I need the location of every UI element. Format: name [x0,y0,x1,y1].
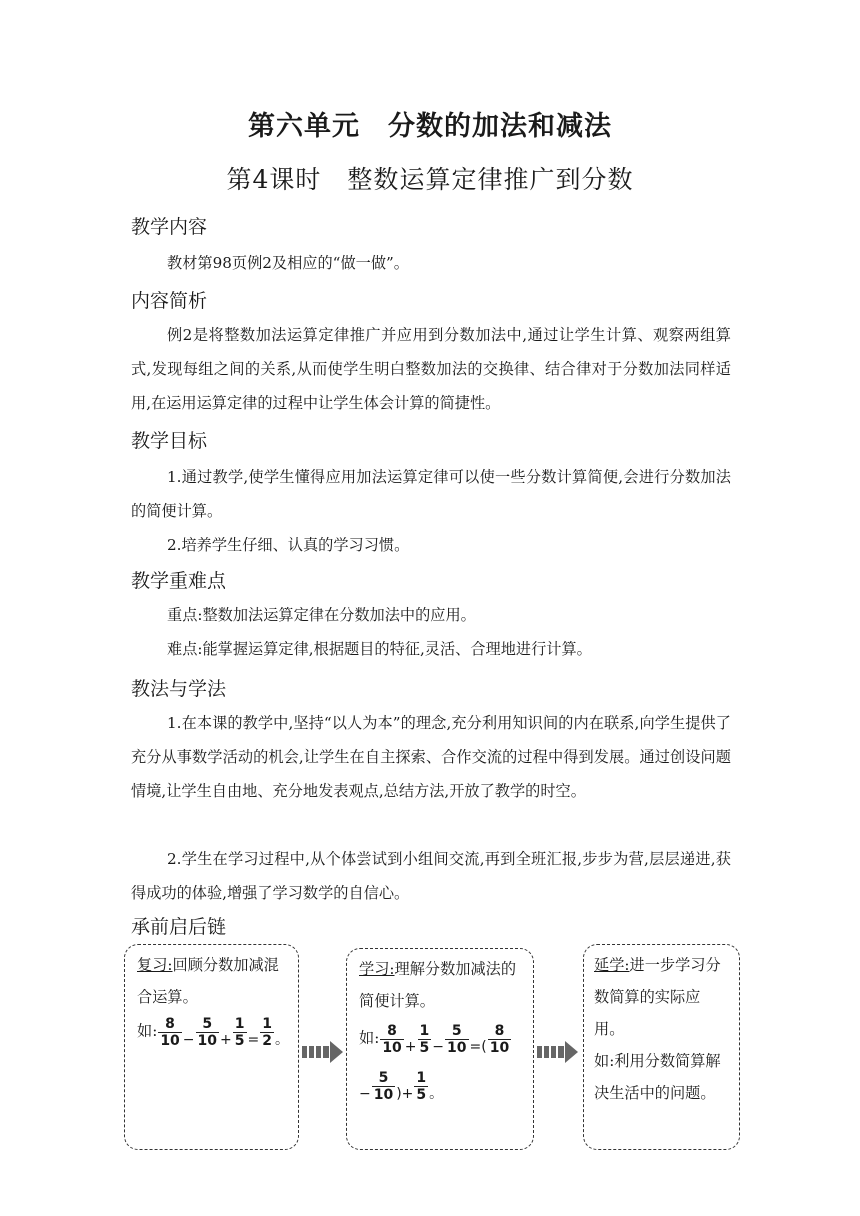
operator: − [432,1039,445,1055]
analysis-text: 例2是将整数加法运算定律推广并应用到分数加法中,通过让学生计算、观察两组算式,发现每组之间的关系,从而使学生明白整数加法的交换律、结合律对于分数加法同样适用,在运用运算定律的过程中让学生体会计算的简捷性。 [131,326,731,412]
review-example-prefix: 如: [137,1022,158,1040]
extend-text: 进一步学习分数简算的实际应用。 [594,956,721,1038]
operator: =( [469,1039,487,1055]
operator: )+ [396,1086,414,1102]
heading-goals: 教学目标 [131,430,208,452]
heading-analysis: 内容简析 [131,290,208,312]
heading-methods: 教法与学法 [131,678,227,700]
fraction: $\frac{1}{5}$ [234,1015,245,1049]
period: 。 [429,1086,444,1102]
arrow-right-icon [302,1040,344,1064]
operator: = [247,1032,260,1048]
learn-text: 理解分数加减法的简便计算。 [359,960,516,1010]
review-box [124,944,299,1150]
content-text: 教材第98页例2及相应的“做一做”。 [167,254,409,272]
fraction: $\frac{1}{2}$ [262,1015,272,1049]
operator: − [359,1086,371,1102]
fraction: $\frac{8}{10}$ [382,1022,402,1056]
goal-item-1: 1.通过教学,使学生懂得应用加法运算定律可以使一些分数计算简便,会进行分数加法的简便计算。 [131,468,731,520]
arrow-right-icon [537,1040,579,1064]
learn-box [346,948,534,1150]
extend-box [583,944,740,1150]
key-point: 重点:整数加法运算定律在分数加法中的应用。 [167,606,476,624]
operator: + [404,1039,417,1055]
heading-keypoints: 教学重难点 [131,570,227,592]
unit-title: 第六单元 分数的加法和减法 [248,111,612,142]
learn-example [347,1017,533,1113]
extend-example: 如:利用分数简算解决生活中的问题。 [594,1052,721,1102]
learn-label: 学习: [359,960,395,978]
goal-item-2: 2.培养学生仔细、认真的学习习惯。 [167,536,410,554]
fraction: $\frac{8}{10}$ [160,1015,180,1049]
method-item-1: 1.在本课的教学中,坚持“以人为本”的理念,充分利用知识间的内在联系,向学生提供了充分从事数学活动的机会,让学生在自主探索、合作交流的过程中得到发展。通过创设问题情境,让学生自由地、充分地发表观点,总结方法,开放了教学的时空。 [131,714,731,800]
learn-example-prefix: 如: [359,1029,380,1047]
fraction: $\frac{1}{5}$ [419,1022,430,1056]
lesson-title: 第4课时 整数运算定律推广到分数 [226,165,634,194]
extend-label: 延学: [594,956,630,974]
review-example [125,1013,298,1056]
fraction: $\frac{8}{10}$ [489,1022,510,1056]
difficulty-point: 难点:能掌握运算定律,根据题目的特征,灵活、合理地进行计算。 [167,640,592,658]
fraction: $\frac{5}{10}$ [447,1022,467,1056]
operator: − [182,1032,195,1048]
fraction: $\frac{5}{10}$ [197,1015,218,1049]
review-text: 回顾分数加减混合运算。 [137,956,279,1006]
fraction: $\frac{5}{10}$ [373,1069,394,1103]
method-item-2: 2.学生在学习过程中,从个体尝试到小组间交流,再到全班汇报,步步为营,层层递进,获得成功的体验,增强了学习数学的自信心。 [131,850,731,902]
fraction: $\frac{1}{5}$ [416,1069,427,1103]
operator: + [220,1032,232,1048]
heading-chain: 承前启后链 [131,916,227,938]
period: 。 [274,1032,289,1048]
review-label: 复习: [137,956,173,974]
heading-content: 教学内容 [131,216,208,238]
